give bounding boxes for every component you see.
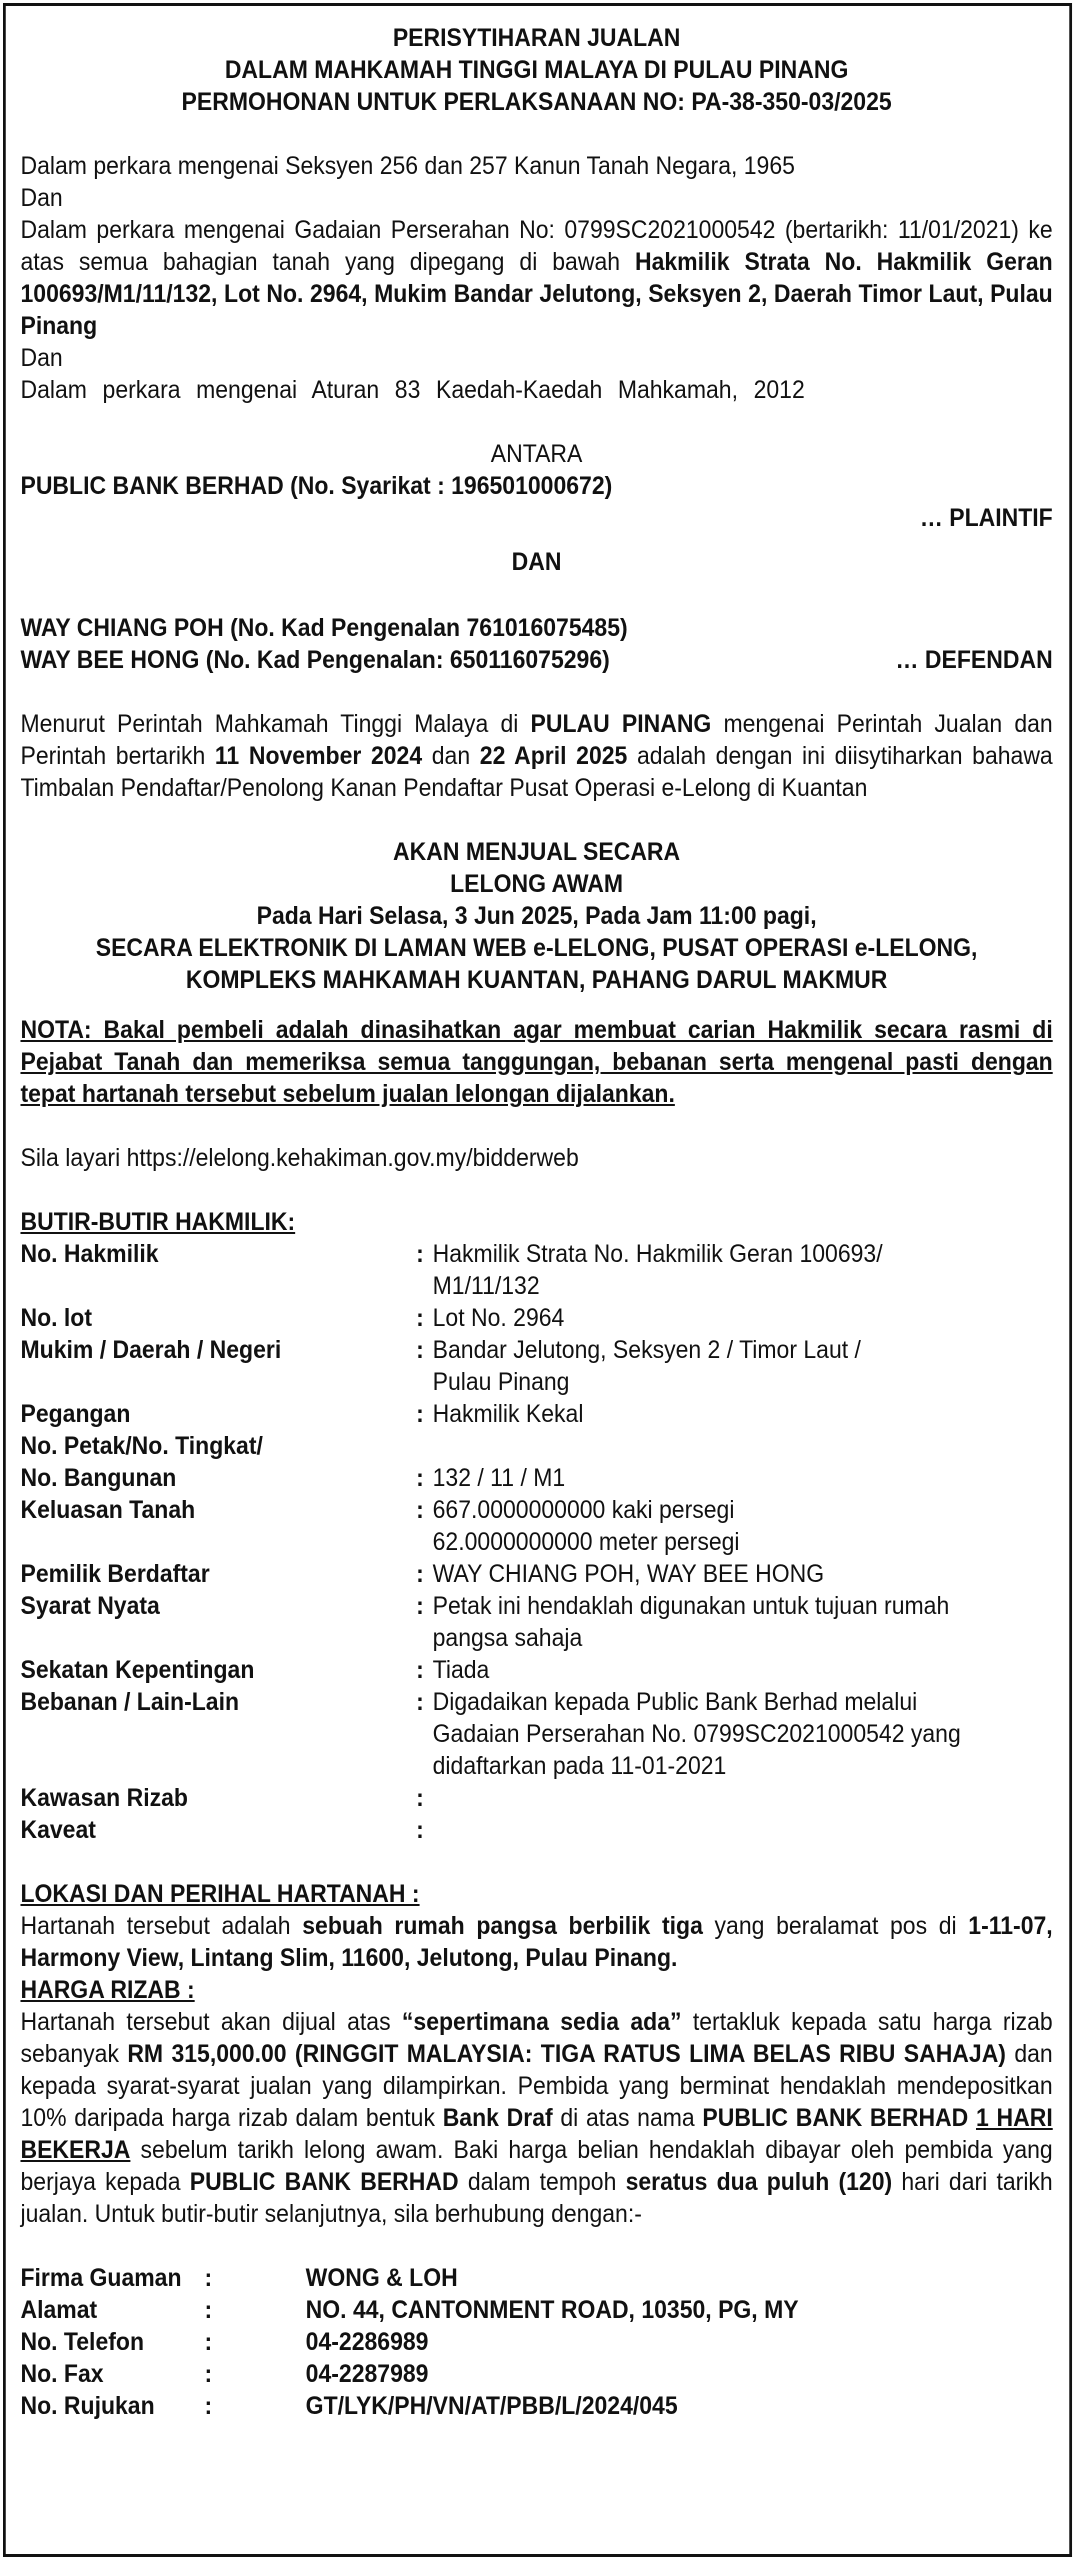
- hakmilik-value-line: Gadaian Perserahan No. 0799SC2021000542 yang: [432, 1720, 961, 1748]
- lokasi-paragraph: Hartanah tersebut adalah sebuah rumah pangsa berbilik tiga yang beralamat pos di 1-11-07, Harmony View, Lintang Slim, 11600, Jelutong, Pulau Pinang.: [20, 1912, 1053, 1972]
- hakmilik-value-line: M1/11/132: [432, 1272, 540, 1300]
- contact-colon: :: [204, 2296, 213, 2324]
- hakmilik-value-line: Digadaikan kepada Public Bank Berhad melalui: [432, 1688, 918, 1716]
- contact-label: No. Rujukan: [20, 2392, 155, 2420]
- hakmilik-value: [433, 1398, 1053, 1430]
- lokasi-heading: LOKASI DAN PERIHAL HARTANAH :: [20, 1880, 420, 1908]
- hakmilik-value: [433, 1238, 1053, 1302]
- matter-and-2: Dan: [20, 344, 63, 372]
- hakmilik-label: No. Petak/No. Tingkat/: [20, 1432, 263, 1460]
- matter-3: Dalam perkara mengenai Aturan 83 Kaedah-Kaedah Mahkamah, 2012: [20, 376, 805, 404]
- contact-value: 04-2287989: [305, 2360, 429, 2388]
- hakmilik-value: [433, 1302, 1053, 1334]
- hakmilik-row: [20, 1398, 1052, 1430]
- hakmilik-colon: :: [416, 1816, 424, 1844]
- hakmilik-value: [433, 1430, 1053, 1462]
- matter-and-1: Dan: [20, 184, 63, 212]
- header-case-number: PERMOHONAN UNTUK PERLAKSANAAN NO: PA-38-350-03/2025: [181, 88, 892, 116]
- hakmilik-colon: :: [416, 1656, 424, 1684]
- auction-venue-1: SECARA ELEKTRONIK DI LAMAN WEB e-LELONG, PUSAT OPERASI e-LELONG,: [95, 934, 978, 962]
- contact-label: Alamat: [20, 2296, 98, 2324]
- contact-row: [20, 2326, 1052, 2358]
- hakmilik-value-line: WAY CHIANG POH, WAY BEE HONG: [432, 1560, 825, 1588]
- hakmilik-value: [433, 1814, 1053, 1846]
- hakmilik-label: Mukim / Daerah / Negeri: [20, 1336, 282, 1364]
- hakmilik-label: Pegangan: [20, 1400, 131, 1428]
- contact-colon: :: [204, 2392, 213, 2420]
- hakmilik-row: [20, 1334, 1052, 1398]
- hakmilik-value: [433, 1590, 1053, 1654]
- hakmilik-value-line: Lot No. 2964: [432, 1304, 565, 1332]
- hakmilik-value-line: Bandar Jelutong, Seksyen 2 / Timor Laut /: [432, 1336, 861, 1364]
- contact-label: No. Fax: [20, 2360, 104, 2388]
- hakmilik-colon: :: [416, 1592, 424, 1620]
- defendant-role: … DEFENDAN: [895, 646, 1053, 674]
- auction-venue-2: KOMPLEKS MAHKAMAH KUANTAN, PAHANG DARUL MAKMUR: [185, 966, 888, 994]
- hakmilik-row: [20, 1782, 1052, 1814]
- hakmilik-label: No. lot: [20, 1304, 93, 1332]
- contact-colon: :: [204, 2360, 213, 2388]
- hakmilik-row: [20, 1494, 1052, 1558]
- defendant-1: WAY CHIANG POH (No. Kad Pengenalan 761016075485): [20, 614, 628, 642]
- hakmilik-value-line: Pulau Pinang: [432, 1368, 570, 1396]
- contact-row: [20, 2358, 1052, 2390]
- contact-row: [20, 2390, 1052, 2422]
- hakmilik-value-line: Hakmilik Strata No. Hakmilik Geran 100693/: [432, 1240, 883, 1268]
- hakmilik-value-line: Hakmilik Kekal: [432, 1400, 584, 1428]
- hakmilik-colon: :: [416, 1560, 424, 1588]
- contact-value: NO. 44, CANTONMENT ROAD, 10350, PG, MY: [305, 2296, 799, 2324]
- between-label: ANTARA: [490, 440, 583, 468]
- hakmilik-label: Kaveat: [20, 1816, 96, 1844]
- hakmilik-row: [20, 1686, 1052, 1782]
- hakmilik-colon: :: [416, 1336, 424, 1364]
- hakmilik-colon: :: [416, 1784, 424, 1812]
- hakmilik-value-line: didaftarkan pada 11-01-2021: [432, 1752, 727, 1780]
- hakmilik-value-line: pangsa sahaja: [432, 1624, 583, 1652]
- hakmilik-colon: :: [416, 1496, 424, 1524]
- hakmilik-heading: BUTIR-BUTIR HAKMILIK:: [20, 1208, 296, 1236]
- contact-value: WONG & LOH: [305, 2264, 458, 2292]
- hakmilik-label: No. Hakmilik: [20, 1240, 159, 1268]
- hakmilik-value: [433, 1558, 1053, 1590]
- hakmilik-label: No. Bangunan: [20, 1464, 177, 1492]
- hakmilik-row: [20, 1590, 1052, 1654]
- hakmilik-row: [20, 1462, 1052, 1494]
- matter-1: Dalam perkara mengenai Seksyen 256 dan 257 Kanun Tanah Negara, 1965: [20, 152, 795, 180]
- hakmilik-table: [20, 1238, 1052, 1846]
- matter-2: Dalam perkara mengenai Gadaian Perserahan No: 0799SC2021000542 (bertarikh: 11/01/2021) ke atas semua bahagian tanah yang dipegang di bawah Hakmilik Strata No. Hakmilik Geran 100693/M1/11/132, Lot No. 2964, Mukim Bandar Jelutong, Seksyen 2, Daerah Timor Laut, Pulau Pinang: [20, 216, 1053, 340]
- header-court: DALAM MAHKAMAH TINGGI MALAYA DI PULAU PINANG: [224, 56, 849, 84]
- contact-row: [20, 2262, 1052, 2294]
- hakmilik-row: [20, 1238, 1052, 1302]
- hakmilik-value-line: [433, 1782, 1053, 1814]
- hakmilik-colon: [416, 1430, 433, 1462]
- hakmilik-value: [433, 1654, 1053, 1686]
- auction-date: Pada Hari Selasa, 3 Jun 2025, Pada Jam 11:00 pagi,: [256, 902, 817, 930]
- matter-2-title: Hakmilik Strata No. Hakmilik Geran 100693/M1/11/132, Lot No. 2964, Mukim Bandar Jelutong, Seksyen 2, Daerah Timor Laut, Pulau Pinang: [20, 248, 1053, 340]
- plaintiff-name: PUBLIC BANK BERHAD (No. Syarikat : 196501000672): [20, 472, 613, 500]
- contact-colon: :: [204, 2264, 213, 2292]
- hakmilik-label: Sekatan Kepentingan: [20, 1656, 255, 1684]
- hakmilik-colon: :: [416, 1464, 424, 1492]
- lokasi-section: [20, 1878, 1052, 1974]
- hakmilik-label: Pemilik Berdaftar: [20, 1560, 210, 1588]
- hakmilik-row: [20, 1814, 1052, 1846]
- contact-label: No. Telefon: [20, 2328, 145, 2356]
- hakmilik-value-line: Tiada: [432, 1656, 490, 1684]
- hakmilik-label: Bebanan / Lain-Lain: [20, 1688, 240, 1716]
- hakmilik-row: [20, 1302, 1052, 1334]
- contact-label: Firma Guaman: [20, 2264, 182, 2292]
- contact-colon: :: [204, 2328, 213, 2356]
- contact-value: 04-2286989: [305, 2328, 429, 2356]
- hakmilik-value: [433, 1782, 1053, 1814]
- header-title: PERISYTIHARAN JUALAN: [392, 24, 681, 52]
- hakmilik-colon: :: [416, 1240, 424, 1268]
- hakmilik-colon: :: [416, 1400, 424, 1428]
- hakmilik-row: [20, 1654, 1052, 1686]
- hakmilik-row: [20, 1558, 1052, 1590]
- hakmilik-value-line: 62.0000000000 meter persegi: [432, 1528, 740, 1556]
- hakmilik-value: [433, 1462, 1053, 1494]
- hakmilik-value-line: Petak ini hendaklah digunakan untuk tujuan rumah: [432, 1592, 950, 1620]
- harga-section: [20, 1974, 1052, 2230]
- notice-header: [20, 22, 1052, 118]
- contact-table: [20, 2262, 1052, 2422]
- hakmilik-value-line: [433, 1430, 1053, 1462]
- hakmilik-value: [433, 1686, 1053, 1782]
- defendant-2-row: [20, 644, 1052, 676]
- website-line: Sila layari https://elelong.kehakiman.gov.my/bidderweb: [20, 1144, 579, 1172]
- contact-value: GT/LYK/PH/VN/AT/PBB/L/2024/045: [305, 2392, 678, 2420]
- hakmilik-value: [433, 1334, 1053, 1398]
- auction-details: [20, 836, 1052, 996]
- and-label: DAN: [511, 548, 562, 576]
- notice-page: [3, 3, 1072, 2557]
- hakmilik-colon: :: [416, 1688, 424, 1716]
- auction-line-1: AKAN MENJUAL SECARA: [393, 838, 681, 866]
- hakmilik-label: Keluasan Tanah: [20, 1496, 196, 1524]
- parties-section: [20, 438, 1052, 676]
- defendant-2: WAY BEE HONG (No. Kad Pengenalan: 650116075296): [20, 646, 610, 674]
- hakmilik-section: [20, 1206, 1052, 1846]
- hakmilik-value-line: [433, 1814, 1053, 1846]
- harga-heading: HARGA RIZAB :: [20, 1976, 195, 2004]
- order-paragraph: Menurut Perintah Mahkamah Tinggi Malaya di PULAU PINANG mengenai Perintah Jualan dan Perintah bertarikh 11 November 2024 dan 22 April 2025 adalah dengan ini diisytiharkan bahawa Timbalan Pendaftar/Penolong Kanan Pendaftar Pusat Operasi e-Lelong di Kuantan: [20, 710, 1053, 802]
- contact-row: [20, 2294, 1052, 2326]
- plaintiff-role: … PLAINTIF: [919, 504, 1053, 532]
- hakmilik-row: [20, 1430, 1052, 1462]
- matters-section: [20, 150, 1052, 406]
- hakmilik-value: [433, 1494, 1053, 1558]
- hakmilik-colon: :: [416, 1304, 424, 1332]
- hakmilik-label: Syarat Nyata: [20, 1592, 160, 1620]
- harga-paragraph: Hartanah tersebut akan dijual atas “sepertimana sedia ada” tertakluk kepada satu harga rizab sebanyak RM 315,000.00 (RINGGIT MALAYSIA: TIGA RATUS LIMA BELAS RIBU SAHAJA) dan kepada syarat-syarat jualan yang dilampirkan. Pembida yang berminat hendaklah mendepositkan 10% daripada harga rizab dalam bentuk Bank Draf di atas nama PUBLIC BANK BERHAD 1 HARI BEKERJA sebelum tarikh lelong awam. Baki harga belian hendaklah dibayar oleh pembida yang berjaya kepada PUBLIC BANK BERHAD dalam tempoh seratus dua puluh (120) hari dari tarikh jualan. Untuk butir-butir selanjutnya, sila berhubung dengan:-: [20, 2008, 1053, 2228]
- hakmilik-value-line: 667.0000000000 kaki persegi: [432, 1496, 735, 1524]
- hakmilik-value-line: 132 / 11 / M1: [432, 1464, 566, 1492]
- nota-warning: NOTA: Bakal pembeli adalah dinasihatkan agar membuat carian Hakmilik secara rasmi di Pejabat Tanah dan memeriksa semua tanggungan, bebanan serta mengenal pasti dengan tepat hartanah tersebut sebelum jualan lelongan dijalankan.: [20, 1016, 1053, 1108]
- hakmilik-label: Kawasan Rizab: [20, 1784, 188, 1812]
- auction-line-2: LELONG AWAM: [450, 870, 624, 898]
